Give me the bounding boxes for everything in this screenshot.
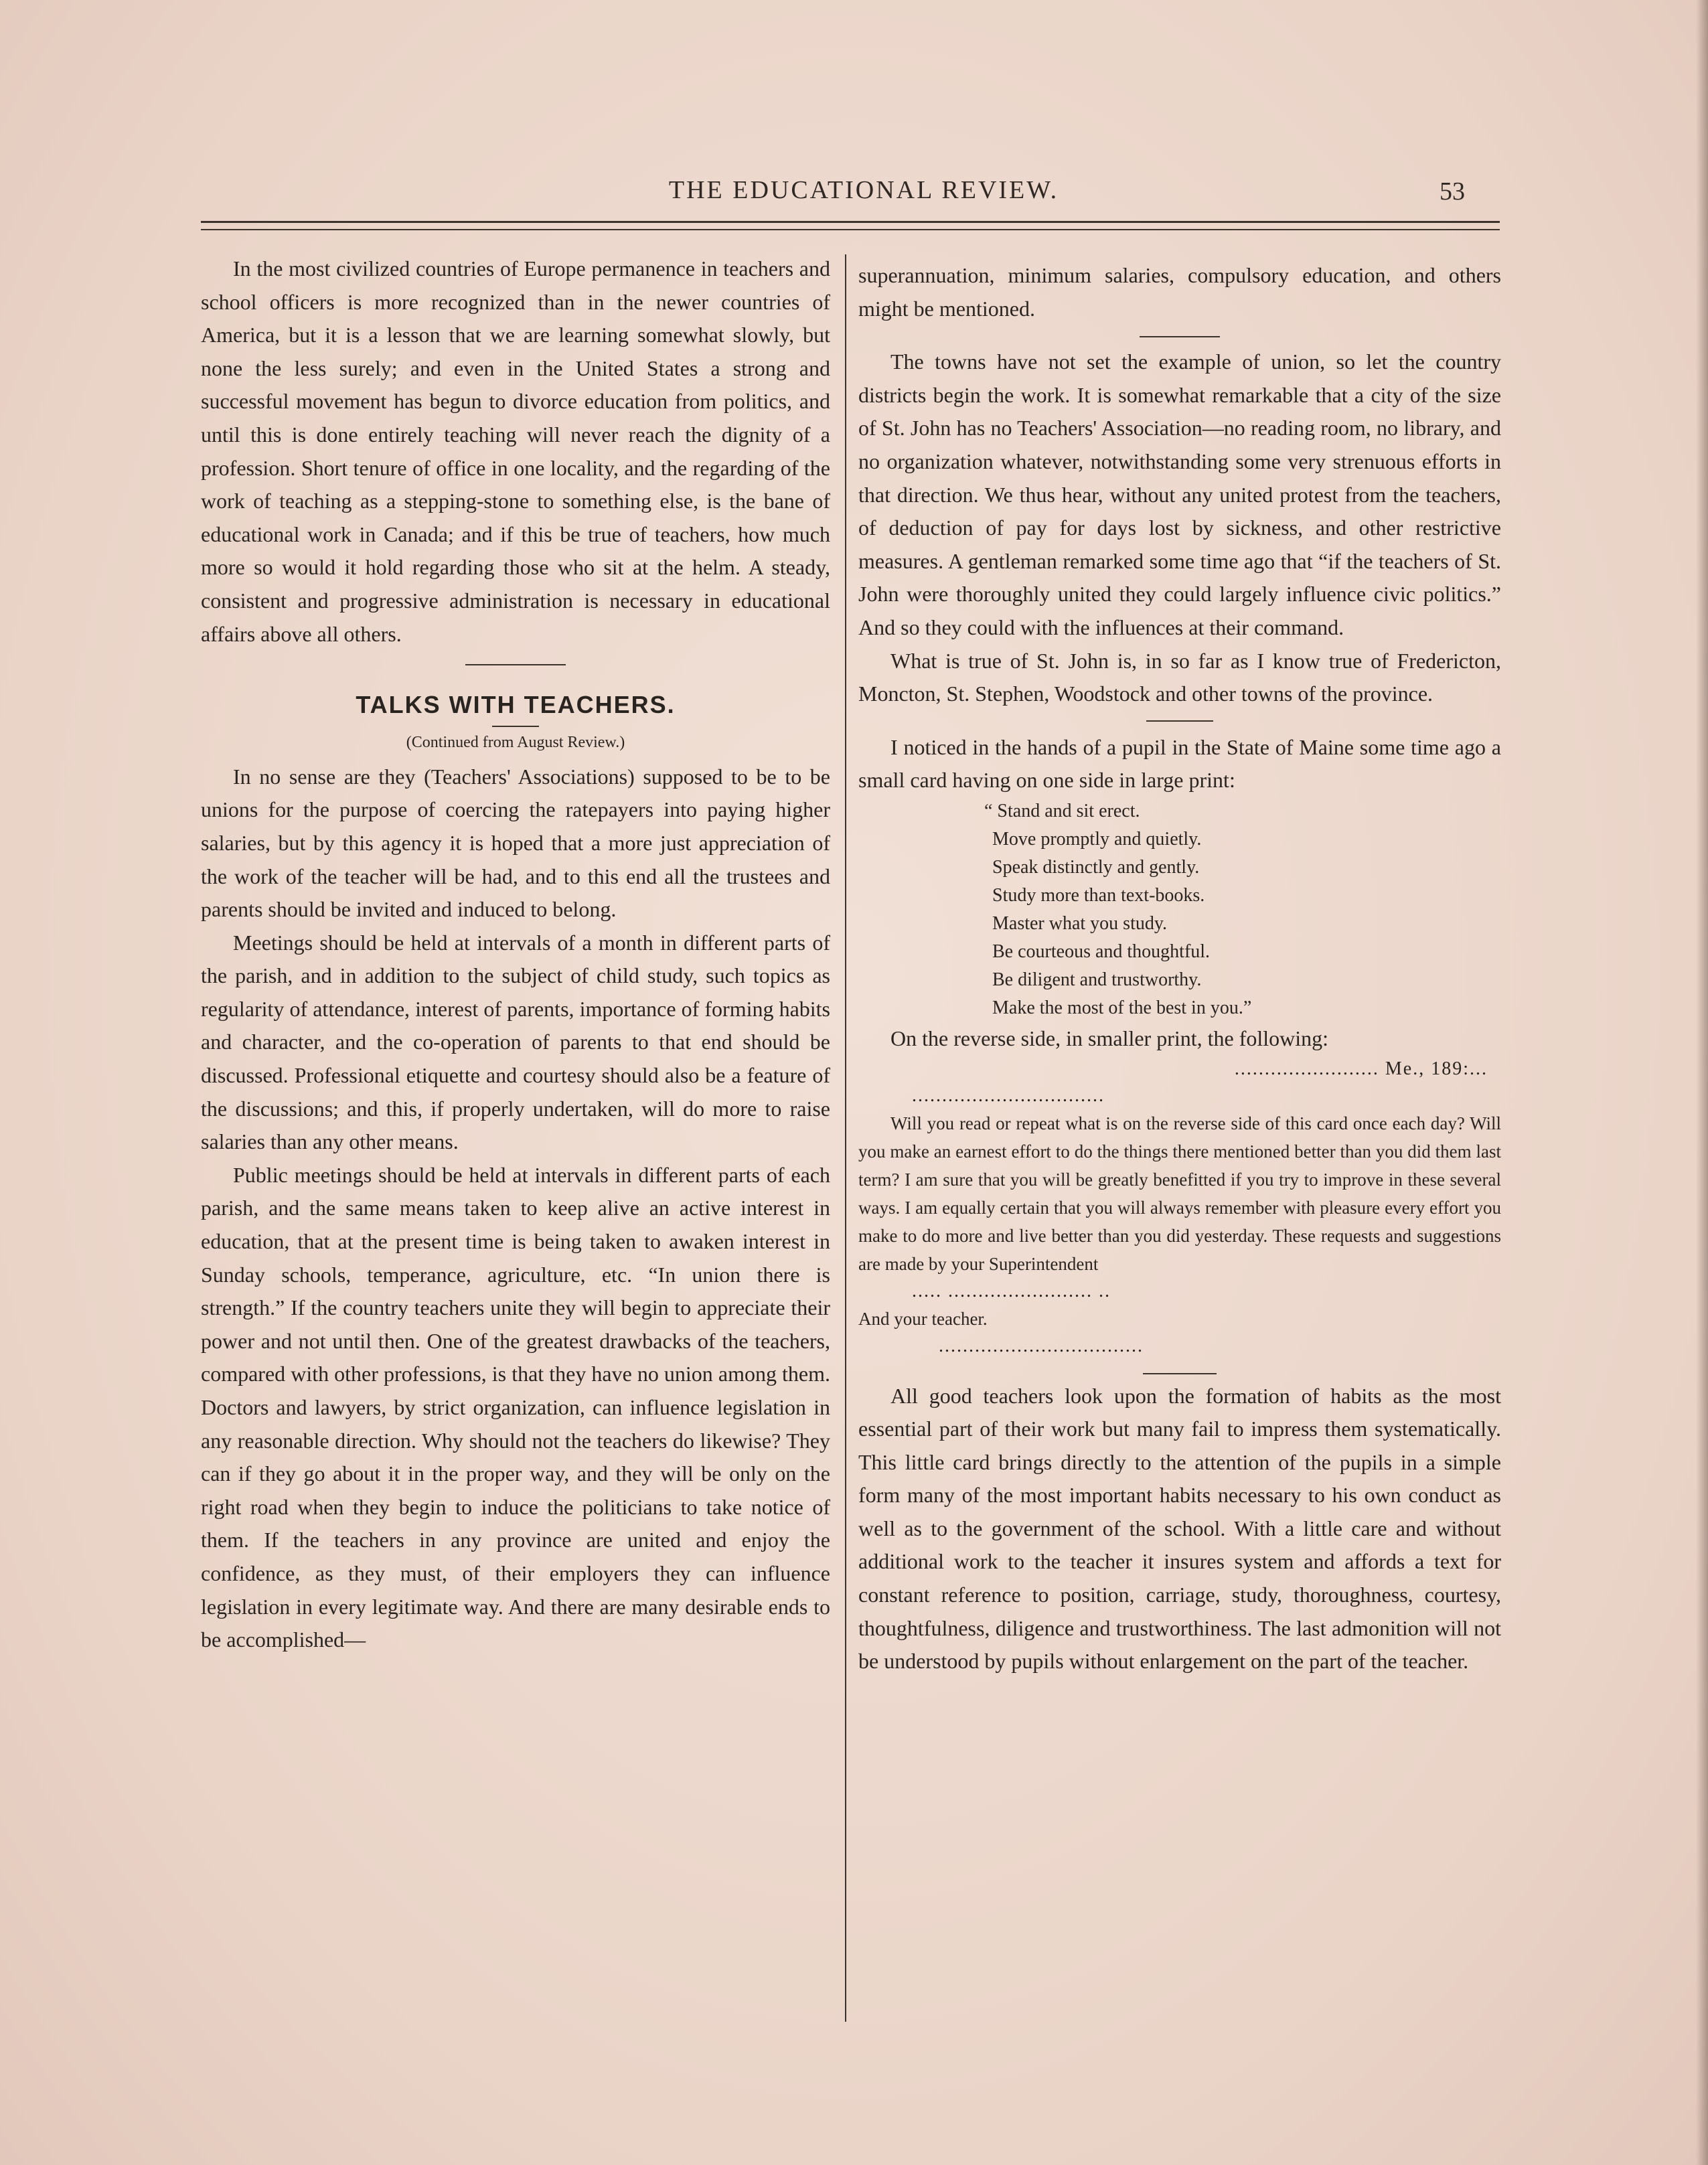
card-line: Be courteous and thoughtful. — [992, 941, 1211, 962]
card-line: Make the most of the best in you.” — [992, 997, 1252, 1018]
paragraph-good-teachers: All good teachers look upon the formation of habits as the most essential part of their work but many fail to impress them systematically. This little card brings directly to the attention of the pupils in a simple form many of the most important habits necessary to his own conduct as well as to the government of the school. With a little care and without additional work to the teacher it insures system and affords a text for constant reference to position, carriage, study, thoroughness, courtesy, thoughtfulness, diligence and trustworthiness. The last admonition will not be understood by pupils without enlargement on the part of the teacher. — [858, 1383, 1501, 1674]
title-underline — [492, 726, 539, 727]
teacher-signature-dots: .................................. — [939, 1335, 1144, 1356]
card-line: Be diligent and trustworthy. — [992, 969, 1202, 990]
dots-line: ................................ — [912, 1085, 1105, 1106]
left-column — [201, 252, 830, 1657]
right-column — [858, 259, 1501, 1678]
card-line: Speak distinctly and gently. — [992, 856, 1200, 878]
card-line: “ Stand and sit erect. — [984, 800, 1140, 821]
paragraph-public-meetings: Public meetings should be held at intervals in different parts of each parish, and the same means taken to keep alive an active interest in education, that at the present time is being taken to awaken interest in Sunday schools, temperance, agriculture, etc. “In union there is strength.” If the country teachers unite they will begin to appreciate their power and not until then. One of the greatest drawbacks of the teachers, compared with other professions, is that they have no union among them. Doctors and lawyers, by strict organization, can influence legislation in any reasonable direction. Why should not the teachers do likewise? They can if they go about it in the proper way, and they will be only on the right road when they begin to induce the politicians to take notice of them. If the teachers in any province are united and enjoy the confidence, as they must, of their employers they can influence legislation in every legitimate way. And there are many desirable ends to be accomplished— — [201, 1162, 830, 1652]
card-front-text — [984, 797, 1501, 1022]
header-rule-bottom — [201, 229, 1500, 230]
section-separator — [465, 664, 566, 665]
card-back-text: Will you read or repeat what is on the reverse side of this card once each day? Will you make an earnest effort to do the things there mentioned better than you did them last term? I am sure that you will be greatly benefitted if you try to improve in these several ways. I am equally certain that you will always remember with pleasure every effort you make to do more and live better than you did yesterday. These requests and suggestions are made by your Superintendent — [858, 1113, 1501, 1274]
card-line: Move promptly and quietly. — [992, 828, 1202, 850]
column-divider — [845, 254, 846, 2022]
date-line: ........................ Me., 189:... — [1234, 1058, 1488, 1079]
paragraph-towns: The towns have not set the example of union, so let the country districts begin the work. It is somewhat remarkable that a city of the size of St. John has no Teachers' Association—no reading room, no library, and no organization whatever, notwithstanding some very strenuous efforts in that direction. We thus hear, without any united protest from the teachers, of deduction of pay for days lost by sickness, and other restrictive measures. A gentleman remarked some time ago that “if the teachers of St. John were thoroughly united they could largely influence civic politics.” And so they could with the influences at their command. — [858, 349, 1501, 639]
separator-2 — [1146, 720, 1213, 722]
paragraph-noticed: I noticed in the hands of a pupil in the State of Maine some time ago a small card having on one side in large print: — [858, 734, 1501, 793]
header-rule-top — [201, 221, 1500, 223]
continued-note: (Continued from August Review.) — [406, 733, 625, 751]
section-title: TALKS WITH TEACHERS. — [356, 691, 676, 719]
separator-3 — [1143, 1373, 1217, 1374]
signature-dots: ..... ........................ .. — [912, 1280, 1111, 1301]
card-line: Study more than text-books. — [992, 884, 1205, 906]
continuation-paragraph: superannuation, minimum salaries, compulsory education, and others might be mentioned. — [858, 263, 1501, 321]
paragraph-meetings: Meetings should be held at intervals of a month in different parts of the parish, and in addition to the subject of child study, such topics as regularity of attendance, interest of parents, importance of forming habits and character, and the co-operation of parents to that end should be discussed. Professional etiquette and courtesy should also be a feature of the discussions; and this, if properly undertaken, will do more to raise salaries than any other means. — [201, 930, 830, 1154]
intro-paragraph: In the most civilized countries of Europe permanence in teachers and school officers is more recognized than in the newer countries of America, but it is a lesson that we are learning somewhat slowly, but none the less surely; and even in the United States a strong and successful movement has begun to divorce education from politics, and until this is done entirely teaching will never reach the dignity of a profession. Short tenure of office in one locality, and the regarding of the work of teaching as a stepping-stone to something else, is the bane of educational work in Canada; and if this be true of teachers, how much more so would it hold regarding those who sit at the helm. A steady, consistent and progressive administration is necessary in educational affairs above all others. — [201, 256, 830, 646]
and-your-teacher: And your teacher. — [858, 1308, 988, 1329]
page-number: 53 — [1440, 177, 1465, 206]
separator-1 — [1140, 336, 1220, 337]
binding-shadow — [1696, 0, 1708, 2165]
running-header: THE EDUCATIONAL REVIEW. — [668, 176, 1059, 204]
card-line: Master what you study. — [992, 912, 1168, 934]
paragraph-reverse-side: On the reverse side, in smaller print, the following: — [890, 1026, 1329, 1050]
paragraph-what-is-true: What is true of St. John is, in so far as I know true of Fredericton, Moncton, St. Stephen, Woodstock and other towns of the province. — [858, 648, 1501, 706]
paragraph-unions: In no sense are they (Teachers' Associations) supposed to be to be unions for the purpose of coercing the ratepayers into paying higher salaries, but by this agency it is hoped that a more just appreciation of the work of the teacher will be had, and to this end all the trustees and parents should be invited and induced to belong. — [201, 764, 830, 922]
